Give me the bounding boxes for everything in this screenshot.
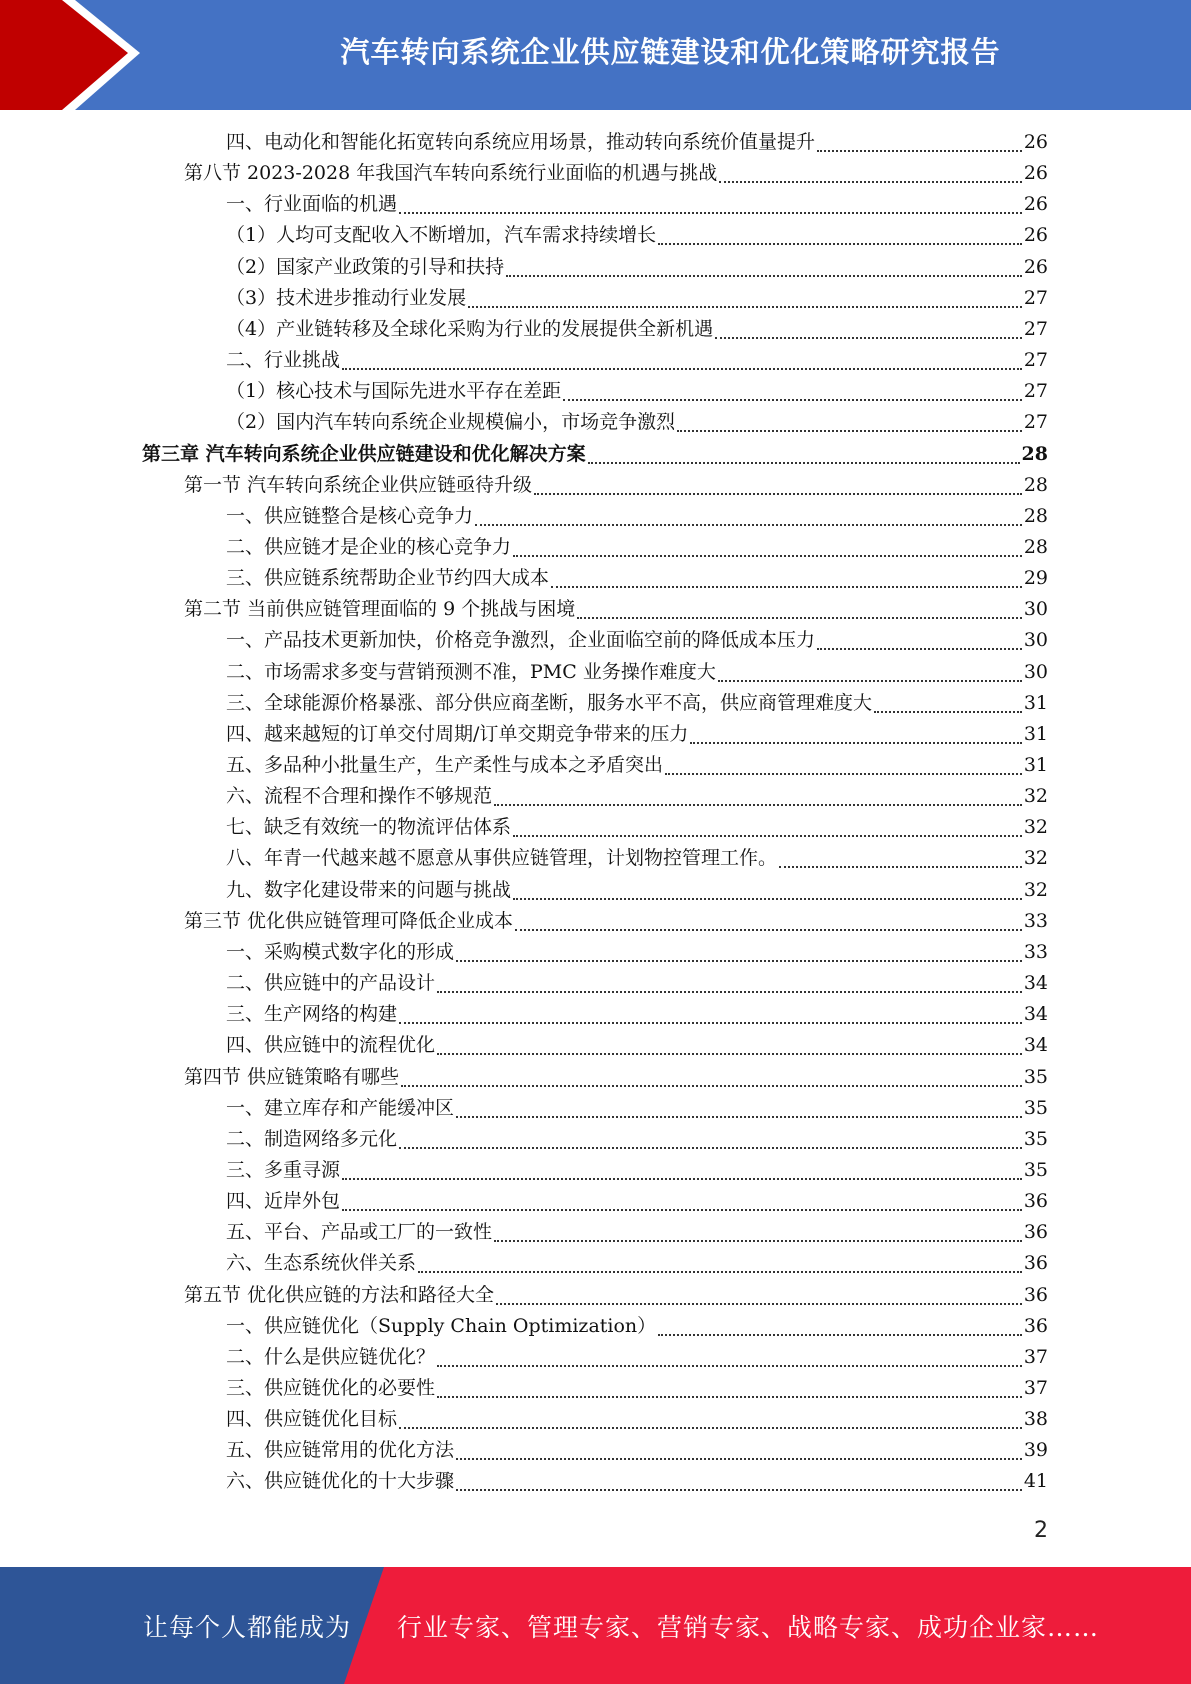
- toc-entry-page: 32: [1023, 847, 1048, 870]
- toc-entry-page: 35: [1023, 1158, 1048, 1181]
- toc-entry-page: 36: [1023, 1190, 1048, 1213]
- toc-dot-leader: [718, 679, 1022, 682]
- toc-dot-leader: [456, 1115, 1022, 1118]
- toc-entry-title: 二、市场需求多变与营销预测不准，PMC 业务操作难度大: [226, 660, 716, 683]
- toc-entry-page: 30: [1023, 598, 1048, 621]
- toc-entry-page: 38: [1023, 1408, 1048, 1431]
- toc-dot-leader: [494, 1239, 1022, 1242]
- toc-entry-title: （1）核心技术与国际先进水平存在差距: [226, 380, 562, 403]
- toc-item-entry[interactable]: [226, 407, 1048, 438]
- toc-dot-leader: [534, 492, 1022, 495]
- toc-entry-title: 第三节 优化供应链管理可降低企业成本: [184, 909, 514, 932]
- toc-item-entry[interactable]: [226, 1093, 1048, 1124]
- toc-entry-title: 四、供应链中的流程优化: [226, 1034, 436, 1057]
- toc-section-entry[interactable]: [184, 158, 1048, 189]
- toc-dot-leader: [399, 211, 1022, 214]
- toc-entry-title: 一、产品技术更新加快，价格竞争激烈，企业面临空前的降低成本压力: [226, 629, 816, 652]
- toc-item-entry[interactable]: [226, 999, 1048, 1030]
- toc-entry-page: 27: [1023, 317, 1048, 340]
- toc-item-entry[interactable]: [226, 220, 1048, 251]
- toc-item-entry[interactable]: [226, 1030, 1048, 1061]
- toc-entry-page: 33: [1023, 909, 1048, 932]
- toc-item-entry[interactable]: [226, 625, 1048, 656]
- toc-section-entry[interactable]: [184, 594, 1048, 625]
- page-footer: [0, 1567, 1191, 1684]
- toc-item-entry[interactable]: [226, 501, 1048, 532]
- toc-dot-leader: [456, 1457, 1022, 1460]
- toc-dot-leader: [342, 367, 1022, 370]
- toc-item-entry[interactable]: [226, 127, 1048, 158]
- toc-entry-page: 36: [1023, 1252, 1048, 1275]
- toc-item-entry[interactable]: [226, 688, 1048, 719]
- toc-entry-page: 27: [1023, 286, 1048, 309]
- toc-entry-page: 28: [1023, 504, 1048, 527]
- toc-entry-page: 34: [1023, 972, 1048, 995]
- toc-entry-page: 29: [1023, 567, 1048, 590]
- toc-entry-title: 六、流程不合理和操作不够规范: [226, 785, 493, 808]
- toc-dot-leader: [475, 523, 1022, 526]
- footer-slogan-right: 行业专家、管理专家、营销专家、战略专家、成功企业家……: [397, 1612, 1100, 1642]
- toc-section-entry[interactable]: [184, 906, 1048, 937]
- toc-item-entry[interactable]: [226, 252, 1048, 283]
- toc-entry-title: 四、供应链优化目标: [226, 1408, 398, 1431]
- toc-entry-page: 32: [1023, 878, 1048, 901]
- toc-item-entry[interactable]: [226, 968, 1048, 999]
- toc-dot-leader: [817, 149, 1022, 152]
- toc-entry-title: 八、年青一代越来越不愿意从事供应链管理，计划物控管理工作。: [226, 847, 778, 870]
- toc-entry-page: 28: [1023, 473, 1048, 496]
- toc-entry-page: 36: [1023, 1314, 1048, 1337]
- toc-entry-title: 第三章 汽车转向系统企业供应链建设和优化解决方案: [142, 442, 586, 465]
- toc-dot-leader: [437, 1364, 1022, 1367]
- toc-entry-title: 五、供应链常用的优化方法: [226, 1439, 455, 1462]
- footer-slogan-left: 让每个人都能成为: [143, 1612, 352, 1642]
- toc-dot-leader: [418, 1270, 1022, 1273]
- toc-entry-title: 二、供应链才是企业的核心竞争力: [226, 535, 512, 558]
- toc-entry-title: 二、制造网络多元化: [226, 1127, 398, 1150]
- toc-item-entry[interactable]: [226, 1373, 1048, 1404]
- toc-entry-title: （4）产业链转移及全球化采购为行业的发展提供全新机遇: [226, 317, 714, 340]
- toc-dot-leader: [399, 1021, 1022, 1024]
- toc-entry-page: 41: [1023, 1470, 1048, 1493]
- toc-item-entry[interactable]: [226, 812, 1048, 843]
- toc-item-entry[interactable]: [226, 1311, 1048, 1342]
- toc-dot-leader: [588, 461, 1020, 464]
- toc-item-entry[interactable]: [226, 314, 1048, 345]
- toc-dot-leader: [506, 274, 1022, 277]
- toc-dot-leader: [658, 242, 1022, 245]
- toc-dot-leader: [513, 834, 1022, 837]
- toc-dot-leader: [779, 865, 1022, 868]
- toc-entry-title: （2）国家产业政策的引导和扶持: [226, 255, 505, 278]
- toc-item-entry[interactable]: [226, 532, 1048, 563]
- toc-entry-page: 34: [1023, 1003, 1048, 1026]
- toc-dot-leader: [399, 1146, 1022, 1149]
- toc-item-entry[interactable]: [226, 1342, 1048, 1373]
- toc-entry-title: 一、建立库存和产能缓冲区: [226, 1096, 455, 1119]
- toc-dot-leader: [551, 585, 1022, 588]
- toc-entry-page: 30: [1023, 629, 1048, 652]
- toc-item-entry[interactable]: [226, 843, 1048, 874]
- header-arrow-decoration: [0, 0, 150, 110]
- toc-dot-leader: [677, 429, 1022, 432]
- toc-dot-leader: [513, 897, 1022, 900]
- toc-item-entry[interactable]: [226, 750, 1048, 781]
- toc-entry-page: 37: [1023, 1377, 1048, 1399]
- toc-item-entry[interactable]: [226, 1124, 1048, 1155]
- toc-entry-page: 37: [1023, 1345, 1048, 1368]
- toc-entry-page: 39: [1023, 1439, 1048, 1462]
- toc-entry-page: 28: [1023, 535, 1048, 558]
- toc-section-entry[interactable]: [184, 1062, 1048, 1093]
- toc-entry-page: 31: [1023, 754, 1048, 776]
- toc-entry-title: 三、全球能源价格暴涨、部分供应商垄断，服务水平不高，供应商管理难度大: [226, 691, 873, 714]
- toc-entry-page: 31: [1023, 722, 1048, 745]
- toc-entry-title: 三、生产网络的构建: [226, 1003, 398, 1026]
- toc-dot-leader: [719, 180, 1022, 183]
- toc-entry-title: 二、行业挑战: [226, 349, 341, 372]
- toc-dot-leader: [468, 305, 1022, 308]
- toc-entry-title: 四、电动化和智能化拓宽转向系统应用场景，推动转向系统价值量提升: [226, 131, 816, 153]
- toc-item-entry[interactable]: [226, 1155, 1048, 1186]
- toc-dot-leader: [817, 647, 1022, 650]
- report-title: 汽车转向系统企业供应链建设和优化策略研究报告: [340, 34, 1001, 69]
- toc-dot-leader: [437, 1395, 1022, 1398]
- toc-entry-page: 36: [1023, 1283, 1048, 1306]
- toc-entry-title: 三、多重寻源: [226, 1158, 341, 1181]
- toc-item-entry[interactable]: [226, 345, 1048, 376]
- toc-entry-title: 六、供应链优化的十大步骤: [226, 1470, 455, 1493]
- toc-entry-page: 26: [1023, 255, 1048, 278]
- toc-entry-title: 一、采购模式数字化的形成: [226, 940, 455, 963]
- toc-dot-leader: [342, 1208, 1022, 1211]
- toc-item-entry[interactable]: [226, 283, 1048, 314]
- toc-entry-page: 26: [1023, 162, 1048, 185]
- toc-entry-title: 二、什么是供应链优化？: [226, 1345, 436, 1368]
- toc-item-entry[interactable]: [226, 1186, 1048, 1217]
- toc-item-entry[interactable]: [226, 563, 1048, 594]
- toc-item-entry[interactable]: [226, 1466, 1048, 1497]
- toc-dot-leader: [563, 398, 1022, 401]
- toc-entry-title: 第一节 汽车转向系统企业供应链亟待升级: [184, 473, 533, 496]
- toc-dot-leader: [399, 1426, 1022, 1429]
- toc-item-entry[interactable]: [226, 937, 1048, 968]
- toc-entry-page: 27: [1023, 349, 1048, 372]
- toc-dot-leader: [401, 1084, 1022, 1087]
- toc-entry-title: 第四节 供应链策略有哪些: [184, 1065, 400, 1088]
- toc-entry-title: 第八节 2023-2028 年我国汽车转向系统行业面临的机遇与挑战: [184, 162, 718, 185]
- toc-entry-title: （2）国内汽车转向系统企业规模偏小，市场竞争激烈: [226, 411, 676, 434]
- toc-dot-leader: [577, 616, 1022, 619]
- toc-entry-title: 四、越来越短的订单交付周期/订单交期竞争带来的压力: [226, 722, 689, 745]
- toc-entry-page: 34: [1023, 1034, 1048, 1057]
- toc-entry-title: 二、供应链中的产品设计: [226, 972, 436, 995]
- toc-dot-leader: [515, 928, 1022, 931]
- toc-dot-leader: [456, 1488, 1022, 1491]
- toc-entry-page: 28: [1021, 442, 1048, 465]
- toc-entry-title: 第五节 优化供应链的方法和路径大全: [184, 1283, 495, 1306]
- toc-entry-page: 27: [1023, 380, 1048, 403]
- toc-dot-leader: [874, 710, 1022, 713]
- toc-entry-page: 35: [1023, 1065, 1048, 1088]
- toc-entry-title: 六、生态系统伙伴关系: [226, 1252, 417, 1275]
- toc-section-entry[interactable]: [184, 1280, 1048, 1311]
- toc-entry-title: 一、供应链整合是核心竞争力: [226, 504, 474, 527]
- toc-entry-title: 五、多品种小批量生产，生产柔性与成本之矛盾突出: [226, 754, 664, 776]
- toc-dot-leader: [658, 1333, 1022, 1336]
- toc-entry-page: 26: [1023, 224, 1048, 247]
- toc-item-entry[interactable]: [226, 1404, 1048, 1435]
- toc-item-entry[interactable]: [226, 781, 1048, 812]
- toc-entry-title: 第二节 当前供应链管理面临的 9 个挑战与困境: [184, 598, 576, 621]
- toc-entry-page: 35: [1023, 1096, 1048, 1119]
- toc-entry-title: 九、数字化建设带来的问题与挑战: [226, 878, 512, 901]
- toc-dot-leader: [437, 1052, 1022, 1055]
- toc-entry-page: 26: [1023, 193, 1048, 216]
- toc-item-entry[interactable]: [226, 1248, 1048, 1279]
- toc-item-entry[interactable]: [226, 719, 1048, 750]
- toc-entry-title: （3）技术进步推动行业发展: [226, 286, 467, 309]
- toc-section-entry[interactable]: [184, 470, 1048, 501]
- toc-entry-page: 31: [1023, 691, 1048, 714]
- toc-dot-leader: [342, 1177, 1022, 1180]
- toc-dot-leader: [690, 741, 1021, 744]
- toc-entry-title: 五、平台、产品或工厂的一致性: [226, 1221, 493, 1244]
- toc-entry-page: 32: [1023, 785, 1048, 808]
- toc-entry-page: 30: [1023, 660, 1048, 683]
- toc-entry-page: 27: [1023, 411, 1048, 434]
- toc-dot-leader: [494, 803, 1022, 806]
- toc-entry-page: 33: [1023, 940, 1048, 963]
- toc-item-entry[interactable]: [226, 657, 1048, 688]
- toc-item-entry[interactable]: [226, 1435, 1048, 1466]
- toc-entry-page: 35: [1023, 1127, 1048, 1150]
- toc-entry-title: 三、供应链系统帮助企业节约四大成本: [226, 567, 550, 590]
- toc-entry-title: 一、行业面临的机遇: [226, 193, 398, 216]
- toc-entry-title: 四、近岸外包: [226, 1190, 341, 1213]
- toc-dot-leader: [665, 772, 1022, 775]
- toc-entry-title: （1）人均可支配收入不断增加，汽车需求持续增长: [226, 224, 657, 247]
- toc-item-entry[interactable]: [226, 1217, 1048, 1248]
- toc-item-entry[interactable]: [226, 376, 1048, 407]
- toc-dot-leader: [496, 1302, 1022, 1305]
- toc-entry-page: 32: [1023, 816, 1048, 839]
- toc-dot-leader: [715, 336, 1022, 339]
- page-header: [0, 0, 1191, 110]
- toc-item-entry[interactable]: [226, 189, 1048, 220]
- toc-entry-title: 七、缺乏有效统一的物流评估体系: [226, 816, 512, 839]
- toc-entry-page: 36: [1023, 1221, 1048, 1244]
- toc-dot-leader: [437, 990, 1022, 993]
- toc-entry-page: 26: [1023, 131, 1048, 153]
- toc-dot-leader: [513, 554, 1022, 557]
- toc-entry-title: 一、供应链优化（Supply Chain Optimization）: [226, 1314, 657, 1337]
- toc-entry-title: 三、供应链优化的必要性: [226, 1377, 436, 1399]
- toc-dot-leader: [456, 959, 1022, 962]
- page-number: 2: [1034, 1518, 1048, 1543]
- toc-chapter-entry[interactable]: [142, 439, 1048, 470]
- toc-item-entry[interactable]: [226, 875, 1048, 906]
